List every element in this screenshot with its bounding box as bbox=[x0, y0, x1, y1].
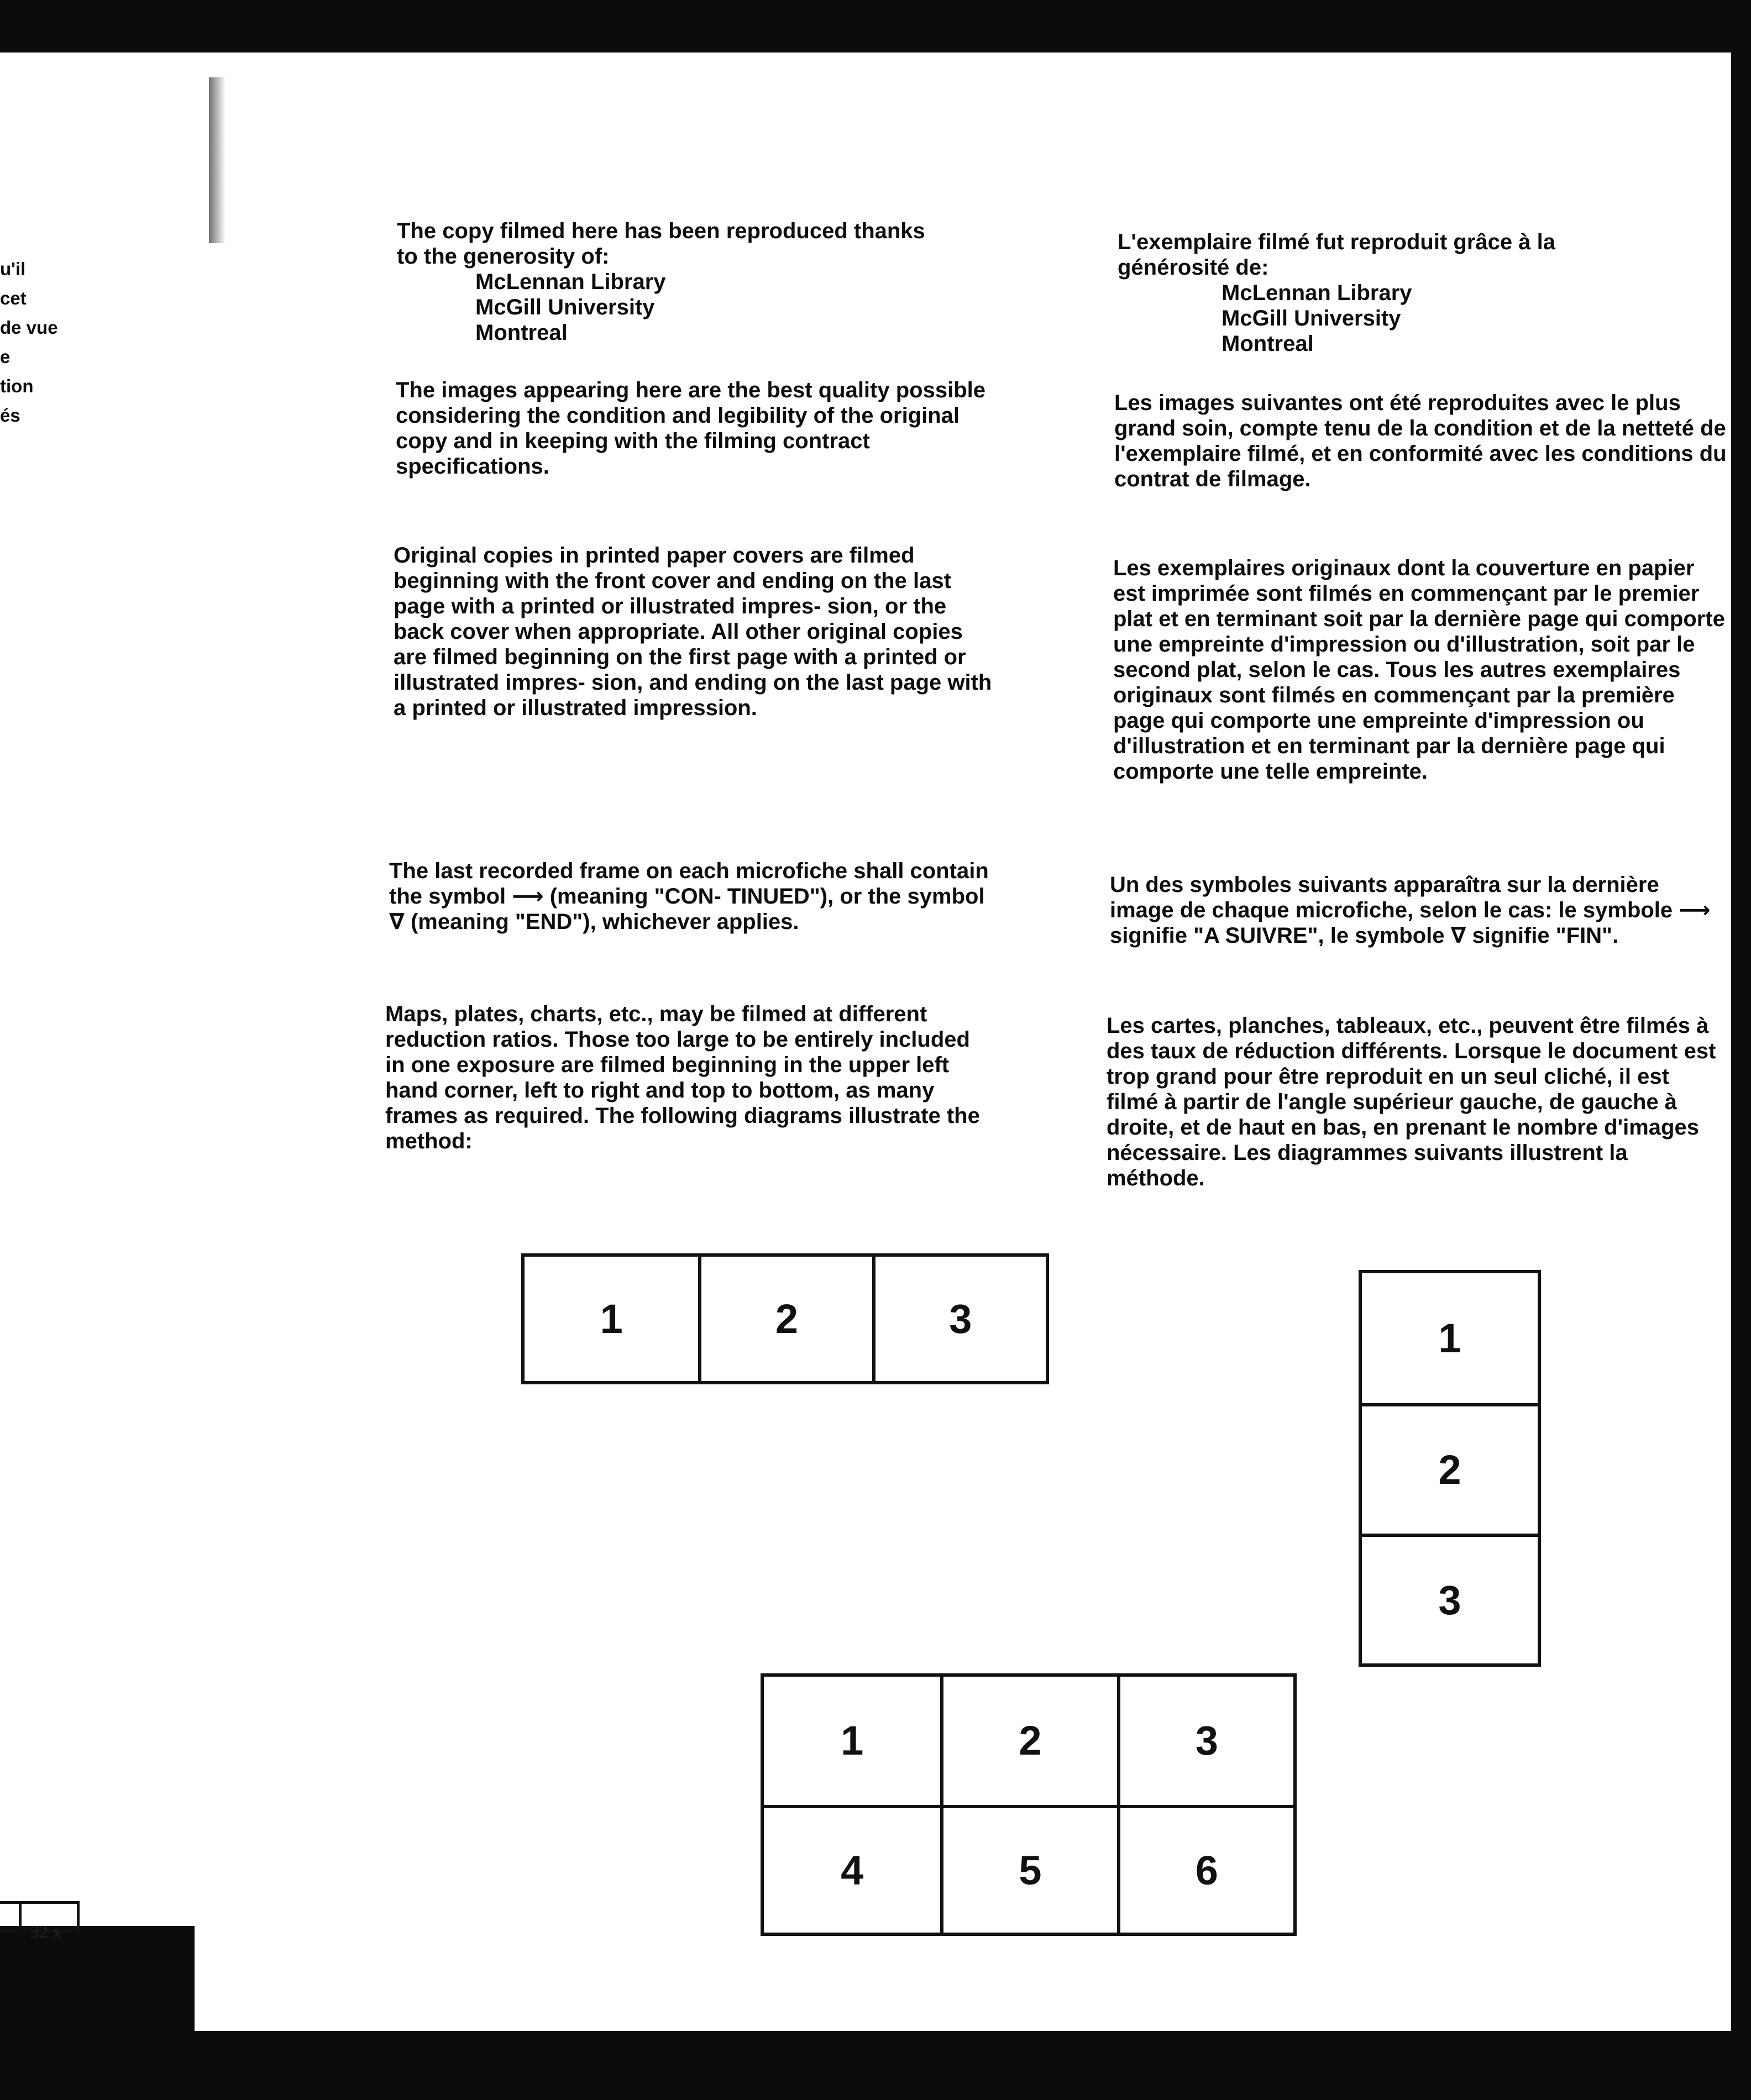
french-acknowledgement bbox=[1118, 229, 1726, 356]
donor-line: Montreal bbox=[1221, 332, 1314, 356]
left-text-fragment: és bbox=[0, 405, 20, 426]
french-covers-paragraph: Les exemplaires originaux dont la couverture en papier est imprimée sont filmés en commençant par le premier plat et en terminant soit par la dernière page qui comporte une empreinte d'impression ou d'illustration, soit par le second plat, selon le cas. Tous les autres exemplaires originaux sont filmés en commençant par la première page qui comporte une empreinte d'impression ou d'illustration et en terminant par la dernière page qui comporte une telle empreinte. bbox=[1113, 556, 1725, 784]
english-covers-paragraph: Original copies in printed paper covers are filmed beginning with the front cover and ending on the last page with a printed or illustrated impres- sion, or the back cover when appropriate. All other original copies are filmed beginning on the first page with a printed or illustrated impres- sion, and ending on the last page with a printed or illustrated impression. bbox=[394, 543, 992, 720]
donor-line: McLennan Library bbox=[475, 270, 666, 294]
left-page-fragment bbox=[0, 53, 195, 1926]
page-fold-shadow bbox=[209, 77, 226, 243]
diagram-horizontal-frames bbox=[521, 1253, 1049, 1384]
french-symbol-paragraph: Un des symboles suivants apparaîtra sur la dernière image de chaque microfiche, selon le cas: le symbole ⟶ signifie "A SUIVRE", le symbole ∇ signifie "FIN". bbox=[1110, 873, 1711, 948]
frame-number: 3 bbox=[1362, 1534, 1538, 1663]
frame-number: 1 bbox=[841, 1718, 864, 1764]
english-maps-paragraph: Maps, plates, charts, etc., may be filmed at different reduction ratios. Those too large to be entirely included in one exposure are filmed beginning in the upper left hand corner, left to right and top to bottom, as many frames as required. The following diagrams illustrate the method: bbox=[385, 1002, 980, 1153]
frame-number: 2 bbox=[1362, 1403, 1538, 1533]
french-acknowledgement-text: L'exemplaire filmé fut reproduit grâce à la générosité de: bbox=[1118, 230, 1555, 280]
donor-line: McGill University bbox=[1221, 306, 1401, 330]
english-symbol-paragraph: The last recorded frame on each microfiche shall contain the symbol ⟶ (meaning "CON- TINUED"), or the symbol ∇ (meaning "END"), whichever applies. bbox=[389, 859, 989, 934]
frame-number: 5 bbox=[940, 1805, 1116, 1933]
french-quality-paragraph: Les images suivantes ont été reproduites avec le plus grand soin, compte tenu de la condition et de la netteté de l'exemplaire filmé, et en conformité avec les conditions du contrat de filmage. bbox=[1114, 391, 1727, 491]
english-acknowledgement-text: The copy filmed here has been reproduced thanks to the generosity of: bbox=[397, 219, 925, 269]
frame-number: 1 bbox=[600, 1296, 623, 1342]
frame-number: 2 bbox=[698, 1257, 872, 1381]
donor-line: McLennan Library bbox=[1221, 281, 1412, 305]
left-text-fragment: e bbox=[0, 347, 11, 367]
french-donor bbox=[1118, 280, 1726, 356]
diagram-six-frames bbox=[761, 1673, 1297, 1936]
reduction-ratio-mark: 32 x bbox=[30, 1922, 61, 1941]
frame-number: 3 bbox=[872, 1257, 1046, 1381]
french-maps-paragraph: Les cartes, planches, tableaux, etc., peuvent être filmés à des taux de réduction différents. Lorsque le document est trop grand pour être reproduit en un seul cliché, il est filmé à partir de l'angle supérieur gauche, de gauche à droite, et de haut en bas, en prenant le nombre d'images nécessaire. Les diagrammes suivants illustrent la méthode. bbox=[1107, 1014, 1716, 1190]
left-text-fragment: de vue bbox=[0, 317, 58, 338]
left-text-fragment: tion bbox=[0, 376, 34, 396]
frame-number: 2 bbox=[940, 1677, 1116, 1805]
frame-number: 6 bbox=[1117, 1805, 1293, 1933]
english-quality-paragraph: The images appearing here are the best quality possible considering the condition and legibility of the original copy and in keeping with the filming contract specifications. bbox=[396, 378, 985, 479]
frame-number: 1 bbox=[1438, 1315, 1461, 1362]
english-donor bbox=[397, 269, 1005, 345]
diagram-divider bbox=[19, 1904, 22, 1930]
english-acknowledgement bbox=[397, 218, 1005, 345]
frame-number: 3 bbox=[1117, 1677, 1293, 1805]
diagram-vertical-frames bbox=[1359, 1270, 1541, 1667]
left-text-fragment: cet bbox=[0, 288, 27, 308]
donor-line: McGill University bbox=[475, 295, 655, 319]
left-text-fragment: u'il bbox=[0, 259, 26, 279]
donor-line: Montreal bbox=[475, 321, 568, 345]
frame-number: 4 bbox=[764, 1805, 940, 1933]
